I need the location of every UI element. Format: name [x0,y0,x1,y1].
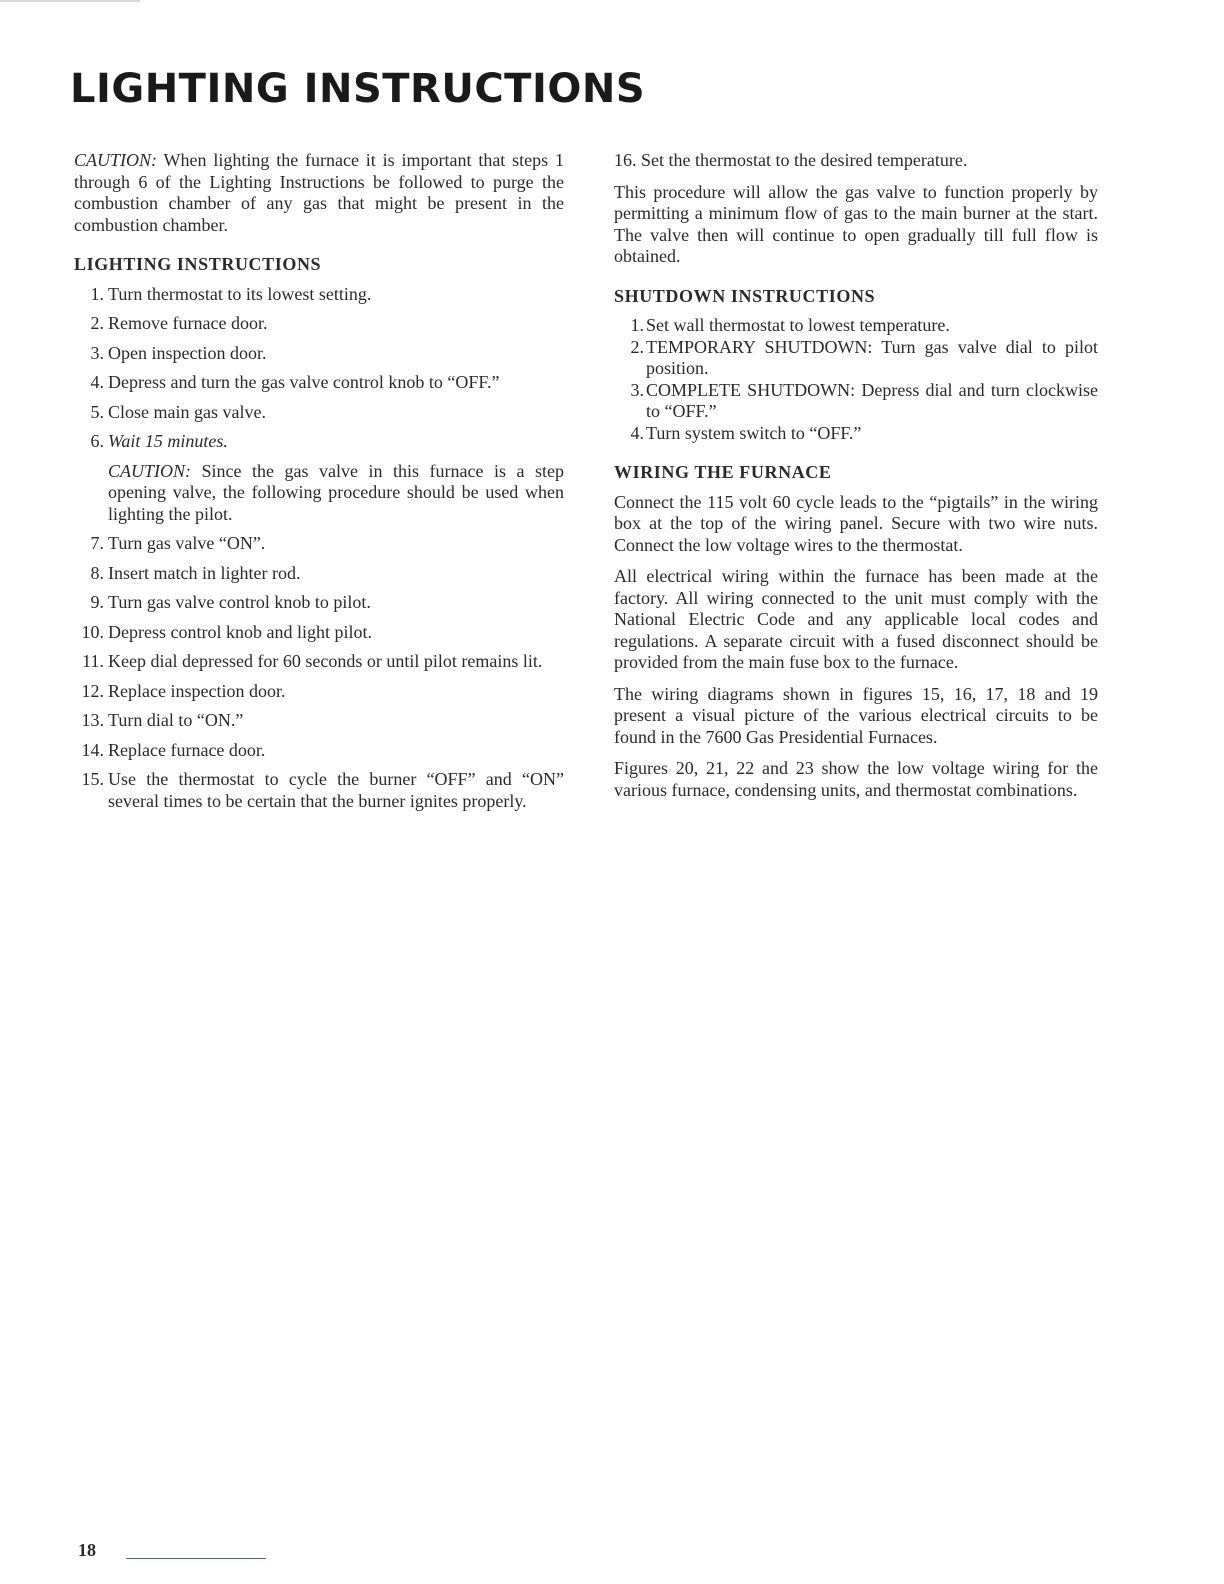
list-item [74,372,564,394]
list-item [74,710,564,732]
lighting-steps-list-b [74,533,564,812]
step-number: 10. [81,621,104,642]
list-item [74,769,564,812]
wiring-furnace-heading: WIRING THE FURNACE [614,462,832,482]
step-number: 2. [90,313,104,333]
step-text: Turn thermostat to its lowest setting. [108,283,372,304]
shutdown-steps-list [614,315,1098,444]
list-item [74,402,564,424]
step-text: Set wall thermostat to lowest temperature. [646,315,950,335]
step-number: 15. [81,769,104,789]
list-item [74,533,564,555]
list-item [74,681,564,703]
step-text: Use the thermostat to cycle the burner “OFF” and “ON” several times to be certain that the burner ignites properly. [108,769,564,811]
step-text: Depress control knob and light pilot. [108,621,372,642]
list-item [74,740,564,762]
caution-paragraph [74,150,564,236]
list-item [74,284,564,306]
step-number: 1. [90,283,104,304]
step-number: 3. [630,379,644,400]
step-number: 8. [90,562,104,583]
step-text: Turn gas valve “ON”. [108,533,266,553]
step-number: 2. [630,336,644,357]
step-text: Insert match in lighter rod. [108,562,301,583]
pilot-caution-paragraph [74,461,564,526]
step-text: Close main gas valve. [108,401,266,422]
step-number: 7. [90,533,104,553]
list-item [74,651,564,673]
step-text: COMPLETE SHUTDOWN: Depress dial and turn clockwise to “OFF.” [646,379,1098,421]
step-number: 13. [81,710,104,730]
procedure-paragraph: This procedure will allow the gas valve to function properly by permitting a minimum flow of gas to the main burner at the start. The valve then will continue to open gradually till full flow is obtained. [614,181,1098,266]
step-text: Wait 15 minutes. [108,431,228,451]
shutdown-instructions-heading: SHUTDOWN INSTRUCTIONS [614,285,876,306]
list-item [74,431,564,453]
top-edge-rule [0,0,140,2]
list-item [614,337,1098,380]
step-number: 4. [630,422,644,443]
step-text: Open inspection door. [108,342,267,363]
step-text: Depress and turn the gas valve control knob to “OFF.” [108,372,500,392]
step-number: 4. [90,372,104,392]
step-text: Keep dial depressed for 60 seconds or until pilot remains lit. [108,651,543,671]
step-text: Replace inspection door. [108,680,286,701]
list-item [74,343,564,365]
lighting-instructions-heading: LIGHTING INSTRUCTIONS [74,254,322,274]
list-item [614,315,1098,337]
list-item [614,423,1098,445]
page-number: 18 [78,1540,96,1560]
step-number: 5. [90,401,104,422]
caution-text: When lighting the furnace it is important that steps 1 through 6 of the Lighting Instructions be followed to purge the combustion chamber of any gas that might be present in the combustion chamber. [74,150,564,235]
left-column [74,150,564,820]
step-text: Turn gas valve control knob to pilot. [108,592,371,612]
page-title: LIGHTING INSTRUCTIONS [70,66,646,112]
step-number: 1. [630,315,644,335]
caution-label: CAUTION: [108,460,192,481]
list-item [74,592,564,614]
step-16: 16. Set the thermostat to the desired temperature. [614,150,968,170]
step-text: Remove furnace door. [108,313,268,333]
bottom-rule [126,1558,266,1559]
step-number: 9. [90,592,104,612]
lighting-steps-list-a [74,284,564,453]
caution-label: CAUTION: [74,150,158,170]
list-item [74,563,564,585]
list-item [614,380,1098,423]
wiring-paragraph: Connect the 115 volt 60 cycle leads to the “pigtails” in the wiring box at the top of the wiring panel. Secure with two wire nuts. Connect the low voltage wires to the thermostat. [614,491,1098,555]
step-number: 6. [90,431,104,451]
wiring-paragraph: All electrical wiring within the furnace has been made at the factory. All wiring connected to the unit must comply with the National Electric Code and any applicable local codes and regulations. A separate circuit with a fused disconnect should be provided from the main fuse box to the furnace. [614,566,1098,672]
step-number: 11. [82,651,104,671]
step-text: Turn system switch to “OFF.” [646,422,862,443]
caution-text: Since the gas valve in this furnace is a step opening valve, the following procedure should be used when lighting the pilot. [108,460,564,524]
step-text: Replace furnace door. [108,739,266,760]
step-number: 12. [81,680,104,701]
list-item [74,622,564,644]
right-column [614,150,1098,811]
list-item [74,313,564,335]
step-number: 3. [90,342,104,363]
wiring-paragraph: Figures 20, 21, 22 and 23 show the low voltage wiring for the various furnace, condensing units, and thermostat combinations. [614,758,1098,800]
step-text: TEMPORARY SHUTDOWN: Turn gas valve dial to pilot position. [646,336,1098,378]
wiring-paragraph: The wiring diagrams shown in figures 15, 16, 17, 18 and 19 present a visual picture of the various electrical circuits to be found in the 7600 Gas Presidential Furnaces. [614,683,1098,747]
step-text: Turn dial to “ON.” [108,710,244,730]
step-number: 14. [81,739,104,760]
